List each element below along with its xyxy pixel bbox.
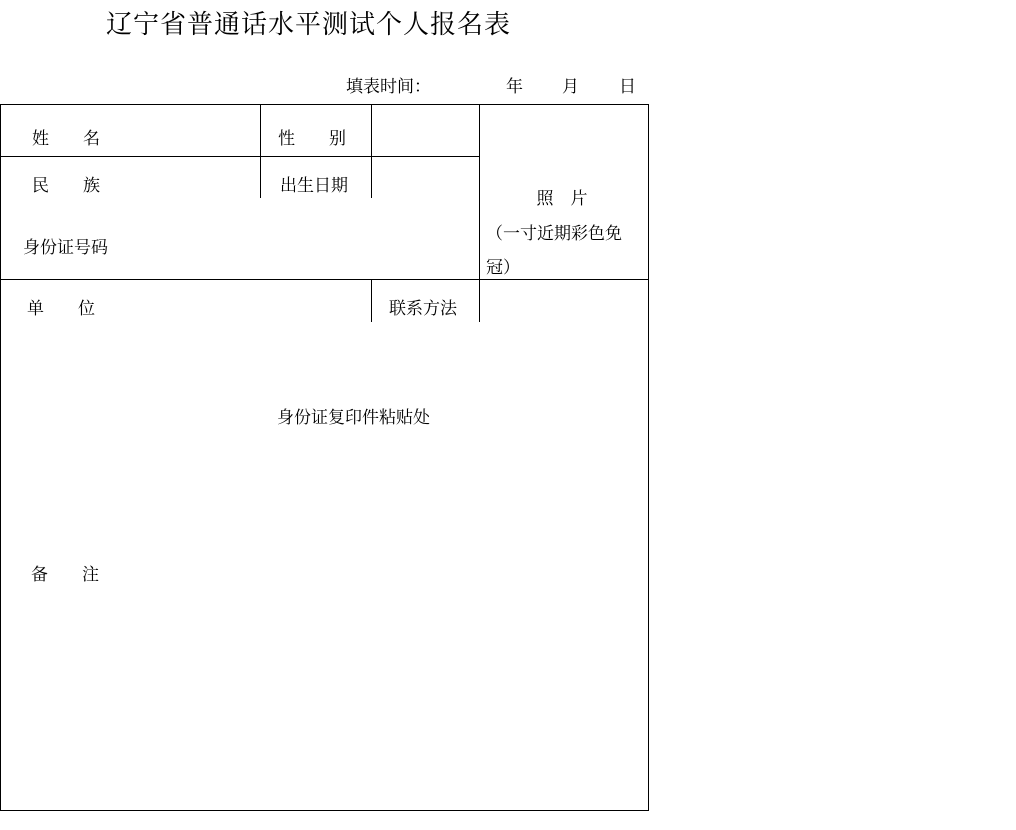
table-left-border: [0, 104, 1, 811]
id-number-label: 身份证号码: [23, 238, 108, 258]
gender-label: 性 别: [278, 129, 346, 149]
row-divider-1: [0, 156, 480, 157]
remarks-label: 备 注: [31, 565, 99, 585]
table-bottom-border: [0, 810, 649, 811]
gender-field[interactable]: [375, 108, 475, 152]
form-title: 辽宁省普通话水平测试个人报名表: [106, 10, 512, 40]
name-field[interactable]: [130, 108, 256, 152]
registration-form-table: [0, 104, 649, 811]
col-divider-label2: [260, 104, 261, 198]
birthdate-label: 出生日期: [280, 176, 348, 196]
contact-label: 联系方法: [389, 299, 457, 319]
id-number-field[interactable]: [130, 224, 475, 274]
unit-field[interactable]: [130, 284, 366, 320]
id-copy-paste-area: 身份证复印件粘贴处: [277, 408, 430, 428]
photo-title: 照 片: [536, 189, 588, 209]
ethnicity-field[interactable]: [130, 160, 256, 196]
fill-date-label: 填表时间：: [346, 77, 431, 97]
photo-area[interactable]: [486, 184, 646, 285]
ethnicity-label: 民 族: [32, 176, 100, 196]
fill-date-month: 月: [562, 77, 579, 97]
remarks-field[interactable]: [130, 534, 644, 804]
fill-date-day: 日: [619, 77, 636, 97]
table-top-border: [0, 104, 649, 105]
col-divider-contact-right: [479, 279, 480, 322]
col-divider-value2: [371, 104, 372, 198]
birthdate-field[interactable]: [375, 160, 475, 196]
fill-date-year: 年: [506, 77, 523, 97]
col-divider-contact-left: [371, 279, 372, 322]
name-label: 姓 名: [32, 129, 100, 149]
contact-field[interactable]: [484, 284, 644, 320]
table-right-border: [648, 104, 649, 811]
unit-label: 单 位: [27, 299, 95, 319]
photo-note: （一寸近期彩色免冠）: [486, 224, 622, 278]
